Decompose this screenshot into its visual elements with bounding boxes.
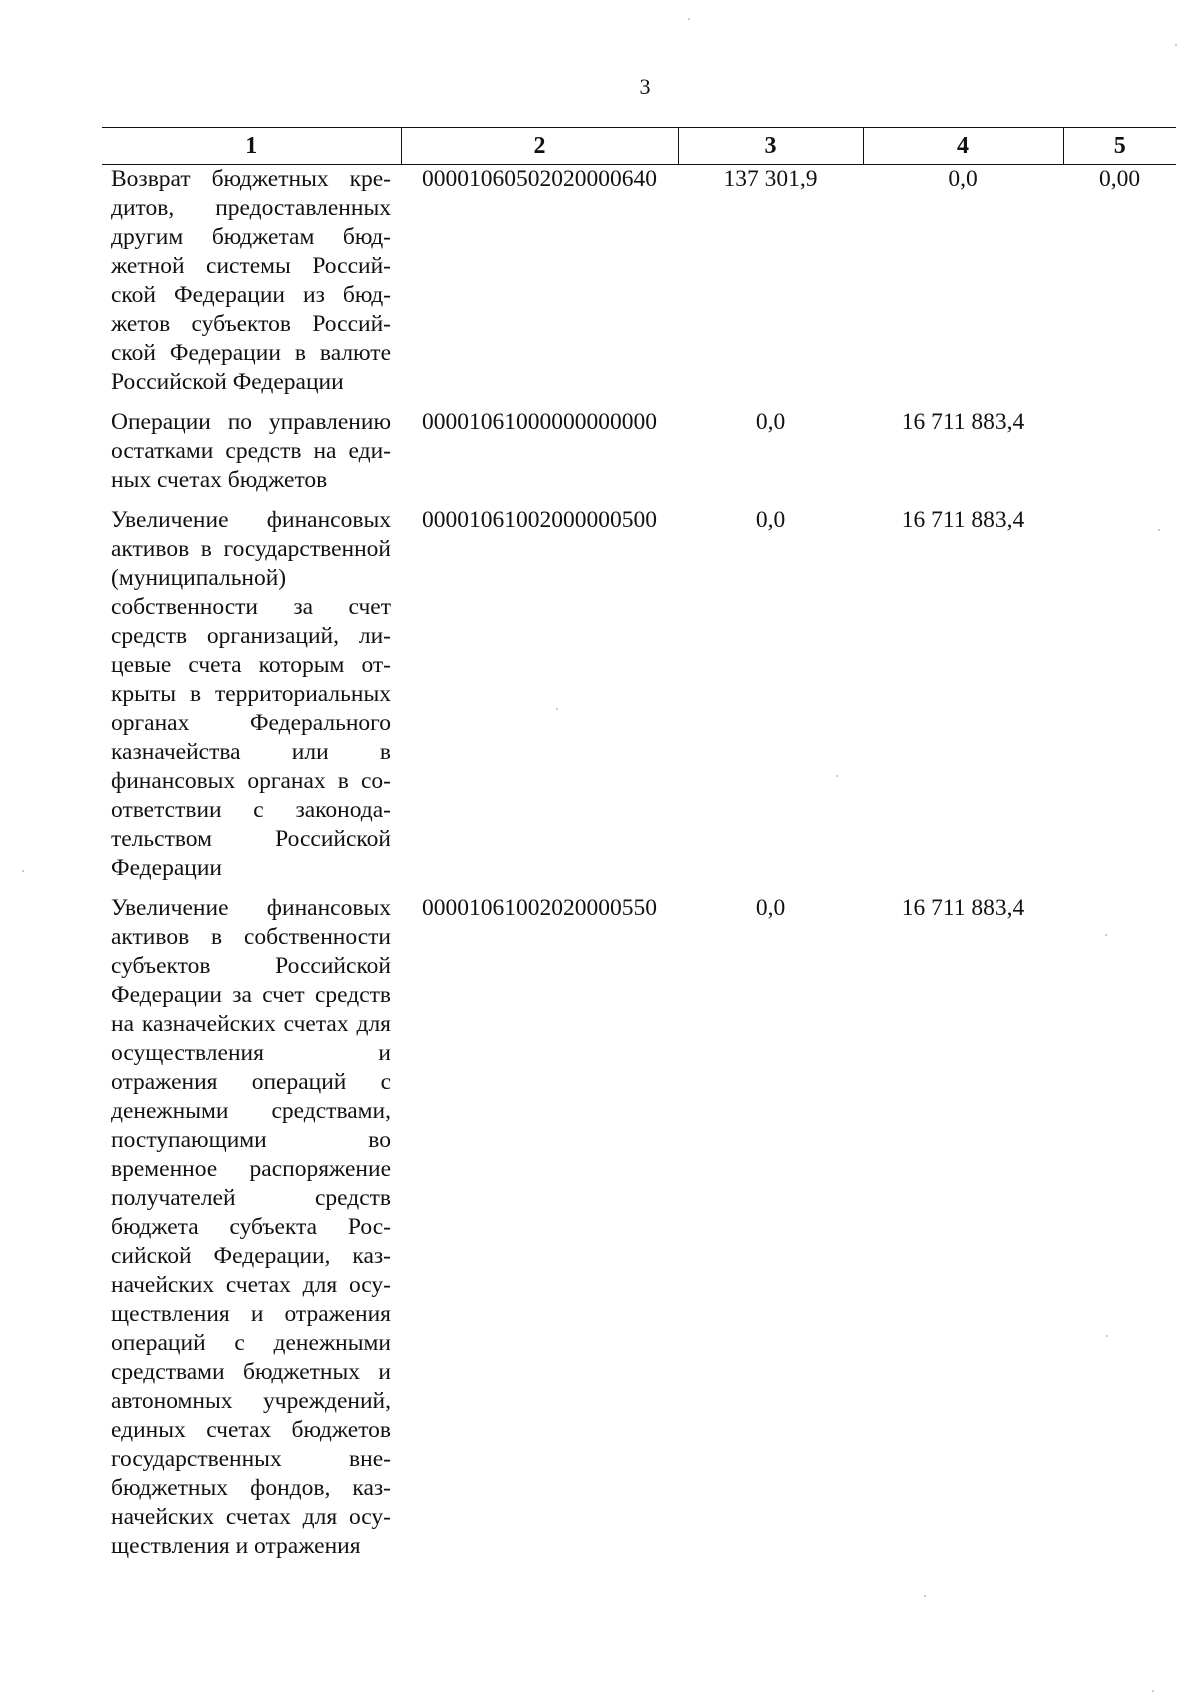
scan-speck — [688, 18, 690, 20]
row-value-col3: 0,0 — [755, 507, 786, 533]
budget-table — [102, 127, 1176, 1561]
row-value-col5 — [1063, 894, 1176, 1561]
table-row — [102, 506, 1176, 894]
row-description: Операции по управлению остатками средств на единых счетах бюджетов — [111, 409, 391, 493]
row-value-col5 — [1063, 506, 1176, 894]
row-description: Увеличение финансовых активов в государственной (муниципальной) собственности за счет средств организаций, лицевые счета которым открыты в территориальных органах Федерального казначейства или в финансовых органах в соответствии с законодательством Российской Федерации — [111, 507, 391, 881]
row-value-col4: 16 711 883,4 — [901, 895, 1025, 921]
row-value-col3: 0,0 — [755, 895, 786, 921]
row-code: 00001061002000000500 — [422, 507, 657, 533]
row-value-col5: 0,00 — [1098, 166, 1141, 192]
row-value-col4: 16 711 883,4 — [901, 409, 1025, 435]
scan-speck — [556, 708, 558, 710]
column-header-1: 1 — [102, 128, 401, 165]
table-row — [102, 165, 1176, 409]
scan-speck — [924, 1595, 926, 1597]
table-row — [102, 408, 1176, 506]
page-number: 3 — [639, 74, 651, 99]
table-row — [102, 894, 1176, 1561]
row-value-col4: 0,0 — [948, 166, 978, 192]
row-code: 00001060502020000640 — [422, 166, 657, 192]
row-value-col5 — [1063, 408, 1176, 506]
scan-speck — [1152, 1690, 1154, 1692]
scan-speck — [1105, 934, 1107, 936]
row-code: 00001061002020000550 — [422, 895, 657, 921]
scan-speck — [1106, 1335, 1108, 1337]
row-description: Возврат бюджетных кредитов, предоставленных другим бюджетам бюджетной системы Российской Федерации из бюджетов субъектов Российской Федерации в валюте Российской Федерации — [111, 166, 391, 395]
row-code: 00001061000000000000 — [422, 409, 657, 435]
row-value-col4: 16 711 883,4 — [901, 507, 1025, 533]
row-value-col3: 0,0 — [755, 409, 786, 435]
scan-speck — [836, 775, 838, 777]
row-value-col3: 137 301,9 — [723, 166, 818, 192]
table-header-row — [102, 128, 1176, 165]
column-header-5: 5 — [1063, 128, 1176, 165]
column-header-2: 2 — [401, 128, 678, 165]
scan-speck — [1158, 529, 1160, 531]
scan-speck — [1175, 44, 1177, 46]
scan-speck — [22, 870, 24, 872]
column-header-3: 3 — [678, 128, 863, 165]
column-header-4: 4 — [863, 128, 1063, 165]
row-description: Увеличение финансовых активов в собственности субъектов Российской Федерации за счет средств на казначейских счетах для осуществления и отражения операций с денежными средствами, поступающими во временное распоряжение получателей средств бюджета субъекта Российской Федерации, казначейских счетах для осуществления и отражения операций с денежными средствами бюджетных и автономных учреждений, единых счетах бюджетов государственных внебюджетных фондов, казначейских счетах для осуществления и отражения — [111, 895, 391, 1559]
